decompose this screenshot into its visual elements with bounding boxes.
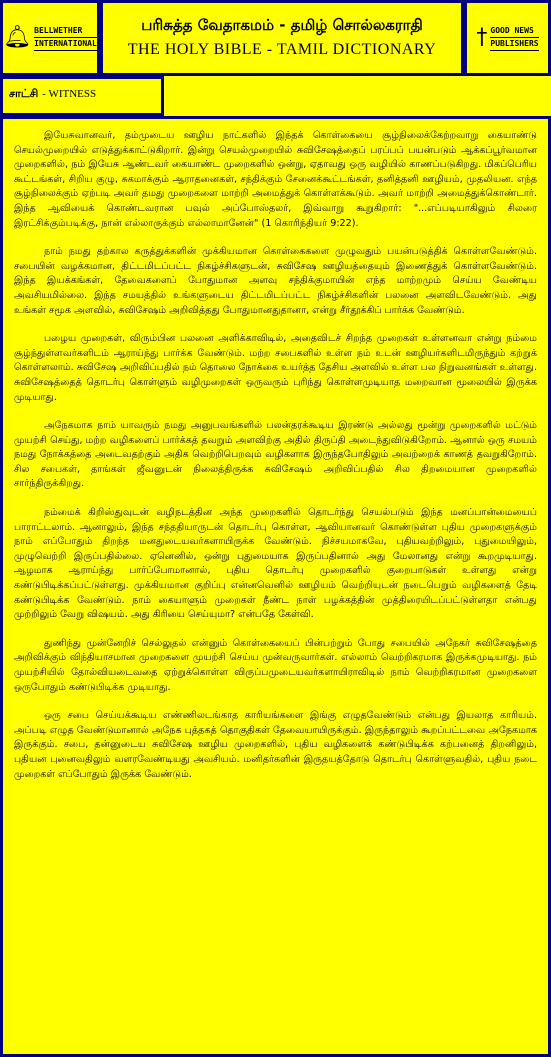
title-tamil: பரிசுத்த வேதாகமம் - தமிழ் சொல்லகராதி [141,16,423,34]
paragraph-2: நாம் நமது தற்கால கருத்துக்களின் முக்கியமான கொள்கைகளை முழுவதும் பயன்படுத்திக் கொள்ளவேண்டும். சபையின் வழக்கமான, திட்டமிடப்பட்ட நிகழ்ச்சிகளுடன், சுவிசேஷ ஊழியத்தையும் இணைத்துக் கொள்ளவேண்டும். இந்த இயக்கங்கள், தேவைகளைப் போதுமான அளவு சந்திக்குமாயின் எந்த மாற்றமும் செய்ய வேண்டிய அவசியமில்லை. இந்த சமயத்தில் உங்களுடைய திட்டமிடப்பட்ட நிகழ்ச்சிகளின் பலனை அளவிடவேண்டும். அது உங்கள் சமூக அளவில், சுவிசேஷம் அறிவித்தது போதுமானதுதானா, என்று சீர்தூக்கிப் பார்க்க வேண்டும். [14,246,537,316]
title-header [100,0,464,76]
logo-line-1: GOOD NEWS [490,25,538,38]
paragraph-4: அநேகமாக நாம் யாவரும் நமது அனுபவங்களில் பலன்தரக்கூடிய இரண்டு அல்லது மூன்று முறைகளில் மட்டும் முயற்சி செய்து, மற்ற வழிகளைப் பார்க்கத் தவறும் அளவிற்கு அதில் திருப்தி அடைந்துவிடுகிறோம். ஆனால் ஒரு சமயம் நமது நோக்கத்தை அடைவதற்கும் அதிக வெற்றிபெறவும் வழிகளாக இருந்தபோதிலும் அவற்றைக் காணத் தவறுகிறோம். சில சபைகள், தாங்கள் ஜீவனுடன் நிலைத்திருக்க சுவிசேஷம் அறிவிப்பதில் சில திறமையான முறைகளில் சார்ந்திருக்கிறது. [14,420,537,490]
section-heading-box [0,76,164,116]
paragraph-3: பழைய முறைகள், விரும்பின பலனை அளிக்காவிடில், அதைவிடச் சிறந்த முறைகள் உள்ளனவா என்று நம்மை சூழ்ந்துள்ளவர்களிடம் ஆராய்ந்து பார்க்க வேண்டும். மற்ற சபைகளில் உள்ள நம் உடன் ஊழியர்களிடமிருந்தும் கற்றுக் கொள்ளலாம். சுவிசேஷ அறிவிப்பதில் நம் தொலை நோக்கை உயர்த்த தேசிய அளவில் உள்ள பல நிறுவனங்கள் உள்ளது. சுவிசேஷத்தைத் தொடர்பு கொள்ளும் வழிமுறைகள் ஒருவரும் புரிந்து கொள்ளமுடியாத மறைவான மூலையில் இருக்க முடியாது. [14,333,537,403]
good-news-logo [467,3,548,73]
logo-line-1: BELLWETHER [34,25,97,38]
section-title-tamil: சாட்சி [9,87,39,100]
good-news-logo-box [464,0,551,76]
paragraph-1: இயேசுவானவர், தம்முடைய ஊழிய நாட்களில் இந்தக் கொள்கையை சூழ்நிலைக்கேற்றவாறு கையாண்டு செயல்முறையில் எடுத்துக்காட்டுகிறார். இன்று செயல்முறையில் சுவிசேஷத்தைப் பரப்பப் பயன்படும் ஆக்கப்பூர்வமான முறைகளில், நம் இயேசு ஆண்டவர் கையாண்ட முறைகளில் ஒன்று, ஏதாவது ஒரு வழியில் காணப்படுகிறது. மிகப்பெரிய கூட்டங்கள், சிறிய குழு, சுகமாக்கும் ஆராதனைகள், சந்திக்கும் சேனைக்கூட்டங்கள், தனித்தனி ஊழியம், முதலியன. எந்த சூழ்நிலைக்கும் ஏற்படி அவர் தமது முறைகளை மாற்றி அமைத்துக் கொள்ளக்கூடும். அவர் மாற்றி அமைத்துக்கொண்டார். இந்த ஆவியைக் கொண்டவரான பவுல் அப்போஸ்தலர், இவ்வாறு கூறுகிறார்: "...எப்படியாகிலும் சிலரை இரட்சிக்கும்படிக்கு, நான் எல்லாருக்கும் எல்லாமானேன்" (1 கொரிந்தியர் 9:22). [14,130,537,229]
bellwether-logo [3,3,97,73]
logo-line-2: INTERNATIONAL [34,38,97,51]
paragraph-5: நம்மைக் கிறிஸ்துவுடன் வழிநடத்தின அந்த முறைகளில் தொடர்ந்து செயல்படும் இந்த மனப்பான்மையைப் பாராட்டலாம். ஆனாலும், இந்த சந்ததியாருடன் தொடர்பு கொள்ள, ஆவியானவர் கொண்டுள்ள புதிய முறைகளுக்கும் நாம் எப்போதும் திறந்த மனதுடையவர்களாயிருக்க வேண்டும். நிச்சயமாகவே, புதியவற்றிலும், புதுமையிலும், முழுவெற்றி இருப்பதில்லை. ஏனெனில், ஒன்று புதுமையாக இருப்பதினால் அது மேலானது என்று கூறமுடியாது. ஆழமாக ஆராய்ந்து பார்ப்போமானால், புதிய தொடர்பு முறைகளில் குறைபாடுகள் உள்ளது என்று கண்டுபிடிக்கப்பட்டுள்ளது. முக்கியமான குறிப்பு என்னவெனில் ஊழியம் வெற்றியுடன் நடைபெறும் வழிகளைத் தேடி கண்டுபிடிக்க வேண்டும். நாம் கையாளும் முறைகள் நீண்ட நாள் பழக்கத்தின் முத்திரையிடப்பட்டுள்ளதா என்பது முற்றிலும் வேறு விஷயம். அது கிரியை செய்யுமா? என்பதே கேள்வி. [14,507,537,621]
bellwether-logo-box [0,0,100,76]
section-heading [3,79,161,102]
paragraph-7: ஒரு சபை செய்யக்கூடிய எண்ணிலடங்காத காரியங்களை இங்கு எழுதவேண்டும் என்பது இயலாத காரியம். அப்படி எழுத வேண்டுமானால் அநேக புத்தகத் தொகுதிகள் தேவையாயிருக்கும். இருந்தாலும் கூறப்பட்டவை அநேகமாக இருக்கும். சபை, தன்னுடைய சுவிசேஷ ஊழிய முறைகளில், புதிய வழிகளைக் கண்டுபிடிக்க கற்பனைத் திறனிலும், புதியன புனைவதிலும் வளரவேண்டியது அவசியம். மனிதர்களின் இருதயத்தோடு தொடர்பு கொள்ளுவதில், புதிய நடை முறைகள் எப்போதும் இருக்க வேண்டும். [14,710,537,780]
title-english: THE HOLY BIBLE - TAMIL DICTIONARY [127,41,437,58]
logo-line-2: PUBLISHERS [490,38,538,51]
section-title-english: - WITNESS [42,88,97,100]
torch-icon: † [476,25,488,50]
bell-icon: 🔔︎ [3,25,32,50]
paragraph-6: துணிந்து முன்னேறிச் செல்லுதல் என்னும் கொள்கையைப் பின்பற்றும் போது சபையில் அநேகர் சுவிசேஷத்தை அறிவிக்கும் விந்தியாசமான முறைகளை முயற்சி செய்ய முன்வருவார்கள். எல்லாம் வெற்றிகரமாக இருக்கமுடியாது. நம் முயற்சியில் தோல்வியடைவதை ஏற்றுக்கொள்ள விருப்பமுடையவர்களாயிராவிடில் நாம் வெற்றிகரமான முறைகளை ஒருபோதும் கண்டுபிடிக்க முடியாது. [14,637,537,693]
article-body [0,116,551,1057]
